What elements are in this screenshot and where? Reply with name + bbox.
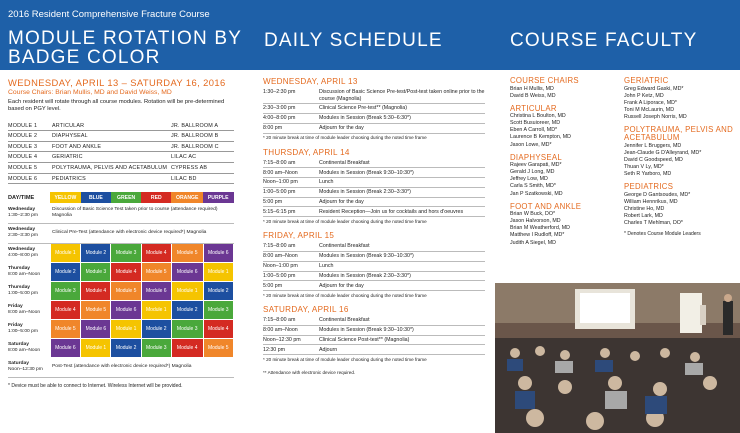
faculty-name: Brian W Buck, DO* [510, 211, 556, 218]
schedule-note: * 20 minute break at time of module leader choosing during the noted time frame [263, 356, 427, 362]
faculty-name: Russell Joseph Norris, MD [624, 113, 687, 120]
schedule-time: 7:15–8:00 am [263, 159, 296, 166]
schedule-event: Lunch [319, 179, 334, 186]
module-room: JR. BALLROOM A [171, 122, 219, 129]
module-row [8, 174, 234, 185]
row-description: Post-Test (attendance with electronic device required*) Magnolia [50, 357, 234, 377]
schedule-day-title: WEDNESDAY, APRIL 13 [263, 77, 358, 86]
module-name: GERIATRIC [52, 154, 83, 161]
schedule-time: 5:15–6:15 pm [263, 208, 296, 215]
faculty-name: Christina L Boulton, MD [510, 113, 566, 120]
module-cell: Module 1 [111, 319, 141, 338]
color-header: RED [141, 192, 171, 203]
faculty-name: Charles T Mehlman, DO* [624, 220, 683, 227]
color-header: GREEN [111, 192, 141, 203]
module-cell: Module 3 [81, 262, 111, 281]
schedule-event: Adjourn for the day [319, 124, 364, 131]
faculty-name: Seth R Yarboro, MD [624, 171, 672, 178]
schedule-footnote: ** Attendance with electronic device required. [263, 370, 356, 376]
faculty-name: Judith A Siegel, MD [510, 239, 556, 246]
schedule-row [263, 198, 485, 208]
module-cell: Module 3 [171, 319, 203, 338]
module-room: LILAC AC [171, 154, 197, 161]
conference-photo [495, 283, 740, 433]
module-name: ARTICULAR [52, 122, 85, 129]
faculty-name: Brian H Mullis, MD [510, 85, 554, 92]
module-cell: Module 3 [111, 243, 141, 262]
schedule-event: Adjourn for the day [319, 198, 364, 205]
faculty-name: Jennifer L Bruggers, MD [624, 142, 682, 149]
module-cell: Module 6 [171, 262, 203, 281]
faculty-name: Laurence B Kempton, MD [510, 134, 571, 141]
row-time: 1:00–5:00 pm [8, 328, 38, 334]
module-name: PEDIATRICS [52, 175, 86, 182]
schedule-event: Resident Reception—Join us for cocktails and hors d'oeuvres [319, 208, 464, 215]
module-cell: Module 4 [171, 338, 203, 357]
color-header: PURPLE [203, 192, 234, 203]
color-header: YELLOW [50, 192, 81, 203]
color-header: BLUE [81, 192, 111, 203]
row-day: Wednesday [8, 206, 36, 212]
schedule-event: Modules in Session (Break 9:30–10:30*) [319, 169, 414, 176]
schedule-column [263, 77, 485, 376]
module-cell: Module 5 [50, 319, 81, 338]
row-day: Wednesday [8, 246, 36, 252]
schedule-time: 2:30–3:00 pm [263, 105, 296, 112]
module-room: JR. BALLROOM C [171, 143, 219, 150]
module-cell: Module 1 [141, 300, 171, 319]
module-row [8, 121, 234, 132]
module-num: MODULE 5 [8, 164, 38, 171]
faculty-name: Thuan V Ly, MD* [624, 164, 664, 171]
rotation-dates: WEDNESDAY, APRIL 13 – SATURDAY 16, 2016 [8, 77, 226, 88]
table-row [8, 243, 234, 262]
schedule-row [263, 345, 485, 355]
module-cell: Module 4 [141, 243, 171, 262]
module-cell: Module 1 [81, 338, 111, 357]
rotation-column [8, 77, 234, 389]
schedule-time: 8:00 am–Noon [263, 327, 298, 334]
schedule-event: Continental Breakfast [319, 317, 370, 324]
schedule-row [263, 114, 485, 124]
faculty-name: Toni M McLaurin, MD [624, 106, 675, 113]
faculty-section-title: GERIATRIC [624, 76, 669, 85]
schedule-time: 8:00 pm [263, 124, 283, 131]
schedule-row [263, 159, 485, 169]
rotation-title: MODULE ROTATION BY BADGE COLOR [8, 28, 243, 68]
schedule-day-title: FRIDAY, APRIL 15 [263, 231, 335, 241]
table-row [8, 338, 234, 357]
faculty-section-title: FOOT AND ANKLE [510, 201, 582, 211]
faculty-name: David B Weiss, MD [510, 92, 556, 99]
module-cell: Module 5 [81, 300, 111, 319]
module-cell: Module 4 [203, 319, 234, 338]
row-day: Saturday [8, 360, 29, 366]
schedule-row [263, 104, 485, 114]
row-time: 4:00–8:00 pm [8, 252, 38, 258]
module-cell: Module 3 [141, 338, 171, 357]
schedule-time: 8:00 am–Noon [263, 169, 298, 176]
schedule-time: Noon–1:00 pm [263, 179, 298, 186]
course-supertitle: 2016 Resident Comprehensive Fracture Course [8, 9, 210, 20]
rotation-footnote: * Device must be able to connect to Internet. Wireless Internet will be provided. [8, 382, 183, 389]
faculty-name: Frank A Liporace, MD* [624, 99, 677, 106]
faculty-name: Matthew I Rudloff, MD* [510, 232, 565, 239]
schedule-time: 12:30 pm [263, 346, 286, 353]
schedule-time: 1:00–5:00 pm [263, 189, 296, 196]
schedule-day-title: SATURDAY, APRIL 16 [263, 305, 349, 315]
faculty-section-title: DIAPHYSEAL [510, 152, 562, 162]
module-cell: Module 1 [171, 281, 203, 300]
module-cell: Module 6 [141, 281, 171, 300]
module-cell: Module 2 [171, 300, 203, 319]
module-num: MODULE 6 [8, 175, 38, 182]
module-num: MODULE 1 [8, 122, 38, 129]
table-row [8, 357, 234, 377]
module-cell: Module 3 [203, 300, 234, 319]
faculty-name: Eben A Carroll, MD* [510, 127, 558, 134]
schedule-event: Adjourn for the day [319, 282, 364, 289]
faculty-name: Jan P Szatkowski, MD [510, 190, 563, 197]
row-day: Thursday [8, 284, 31, 290]
table-row [8, 223, 234, 243]
row-time: 8:00 am–Noon [8, 309, 41, 315]
row-description: Discussion of Basic Science Test taken prior to course (attendance required) Magnolia [50, 203, 234, 223]
faculty-footnote: * Denotes Course Module Leaders [624, 231, 701, 238]
schedule-row [263, 178, 485, 188]
faculty-name: Scott Busuioreer, MD [510, 120, 561, 127]
faculty-name: Carla S Smith, MD* [510, 183, 556, 190]
table-head: DAY/TIME [8, 192, 50, 203]
schedule-time: 1:30–2:30 pm [263, 89, 296, 96]
schedule-note: * 20 minute break at time of module leader choosing during the noted time frame [263, 218, 427, 224]
row-time: 1:00–5:00 pm [8, 290, 38, 296]
schedule-row [263, 336, 485, 346]
module-cell: Module 5 [111, 281, 141, 300]
schedule-event: Lunch [319, 262, 334, 269]
module-row [8, 142, 234, 153]
schedule-row [263, 88, 485, 104]
table-row [8, 262, 234, 281]
row-day: Friday [8, 322, 23, 328]
rotation-intro: Each resident will rotate through all course modules. Rotation will be pre-determined based on PGY level. [8, 99, 225, 113]
schedule-note: * 20 minute break at time of module leader choosing during the noted time frame [263, 292, 427, 298]
table-row [8, 319, 234, 338]
schedule-event: Continental Breakfast [319, 159, 370, 166]
module-row [8, 131, 234, 142]
schedule-event: Modules in Session (Break 9:30–10:30*) [319, 253, 414, 260]
schedule-row [263, 207, 485, 217]
module-room: CYPRESS AB [171, 164, 208, 171]
schedule-time: 5:00 pm [263, 198, 283, 205]
module-cell: Module 4 [111, 262, 141, 281]
module-cell: Module 6 [50, 338, 81, 357]
schedule-day-title: THURSDAY, APRIL 14 [263, 147, 350, 157]
schedule-event: Continental Breakfast [319, 243, 370, 250]
schedule-event: Clinical Science Post-test** (Magnolia) [319, 336, 410, 343]
faculty-section-title: POLYTRAUMA, PELVIS AND ACETABULUM [624, 124, 733, 143]
schedule-event: Adjourn [319, 346, 338, 353]
module-cell: Module 6 [111, 300, 141, 319]
schedule-row [263, 316, 485, 326]
rotation-table [8, 192, 234, 378]
schedule-row [263, 252, 485, 262]
row-day: Friday [8, 303, 23, 309]
module-room: LILAC BD [171, 175, 197, 182]
module-cell: Module 2 [203, 281, 234, 300]
module-row [8, 152, 234, 163]
schedule-row [263, 242, 485, 252]
faculty-right [624, 77, 738, 247]
faculty-name: Rajeev Garapati, MD* [510, 162, 562, 169]
faculty-name: Jason Halvorson, MD [510, 218, 561, 225]
schedule-event: Modules in Session (Break 2:30–3:30*) [319, 272, 411, 279]
faculty-name: William Hennrikus, MD [624, 199, 678, 206]
module-cell: Module 6 [203, 243, 234, 262]
faculty-section-title: ARTICULAR [510, 103, 557, 113]
schedule-event: Modules in Session (Break 5:30–6:30*) [319, 115, 411, 122]
schedule-time: 7:15–8:00 am [263, 317, 296, 324]
faculty-column [510, 77, 738, 247]
course-chairs: Course Chairs: Brian Mullis, MD and David Weiss, MD [8, 89, 172, 96]
schedule-row [263, 168, 485, 178]
schedule-time: Noon–1:00 pm [263, 262, 298, 269]
table-row [8, 281, 234, 300]
schedule-row [263, 188, 485, 198]
row-time: 8:00 am–Noon [8, 347, 41, 353]
schedule-event: Discussion of Basic Science Pre-test/Post-test taken online prior to the course (Magnolia) [319, 89, 485, 102]
schedule-event: Clinical Science Pre-test** (Magnolia) [319, 105, 408, 112]
faculty-name: Greg Edward Gaski, MD* [624, 85, 684, 92]
faculty-name: Jason Lowe, MD* [510, 141, 552, 148]
schedule-time: 4:00–8:00 pm [263, 115, 296, 122]
schedule-title: DAILY SCHEDULE [264, 30, 443, 51]
module-cell: Module 2 [81, 243, 111, 262]
table-row [8, 203, 234, 223]
module-row [8, 163, 234, 174]
module-name: FOOT AND ANKLE [52, 143, 102, 150]
module-cell: Module 4 [50, 300, 81, 319]
schedule-row [263, 124, 485, 134]
schedule-event: Modules in Session (Break 2:30–3:30*) [319, 189, 411, 196]
module-num: MODULE 2 [8, 133, 38, 140]
faculty-name: Christine Ho, MD [624, 206, 665, 213]
faculty-name: Brian M Weatherford, MD [510, 225, 570, 232]
row-time: Noon–12:30 pm [8, 366, 43, 372]
module-num: MODULE 4 [8, 154, 38, 161]
row-day: Thursday [8, 265, 31, 271]
faculty-name: John P Ketz, MD [624, 92, 664, 99]
faculty-name: Gerald J Long, MD [510, 169, 555, 176]
row-day: Saturday [8, 341, 29, 347]
faculty-title: COURSE FACULTY [510, 30, 698, 51]
schedule-row [263, 326, 485, 336]
row-time: 2:30–3:30 pm [8, 233, 38, 239]
module-room: JR. BALLROOM B [171, 133, 219, 140]
row-description: Clinical Pre-Test (attendance with electronic device required*) Magnolia [50, 223, 234, 243]
schedule-row [263, 262, 485, 272]
faculty-section-title: PEDIATRICS [624, 182, 674, 192]
faculty-left [510, 77, 624, 247]
module-cell: Module 5 [203, 338, 234, 357]
module-cell: Module 3 [50, 281, 81, 300]
schedule-event: Modules in Session (Break 9:30–10:30*) [319, 327, 414, 334]
schedule-time: 8:00 am–Noon [263, 253, 298, 260]
schedule-row [263, 272, 485, 282]
row-day: Wednesday [8, 227, 36, 233]
module-cell: Module 6 [81, 319, 111, 338]
schedule-time: Noon–12:30 pm [263, 336, 301, 343]
module-cell: Module 5 [171, 243, 203, 262]
header-banner [0, 0, 740, 70]
faculty-name: Robert Lark, MD [624, 213, 663, 220]
module-cell: Module 5 [141, 262, 171, 281]
row-time: 1:30–2:30 pm [8, 212, 38, 218]
module-name: DIAPHYSEAL [52, 133, 88, 140]
module-cell: Module 2 [50, 262, 81, 281]
module-cell: Module 4 [81, 281, 111, 300]
module-cell: Module 1 [50, 243, 81, 262]
module-cell: Module 2 [141, 319, 171, 338]
schedule-row [263, 281, 485, 291]
module-cell: Module 1 [203, 262, 234, 281]
module-num: MODULE 3 [8, 143, 38, 150]
schedule-time: 7:15–8:00 am [263, 243, 296, 250]
schedule-note: * 20 minute break at time of module leader choosing during the noted time frame [263, 135, 427, 141]
row-time: 8:00 am–Noon [8, 271, 41, 277]
module-cell: Module 2 [111, 338, 141, 357]
module-list [8, 121, 234, 185]
faculty-name: Jeffrey Low, MD [510, 176, 548, 183]
faculty-name: George D Gantsoudes, MD* [624, 191, 691, 198]
schedule-time: 1:00–5:00 pm [263, 272, 296, 279]
module-name: POLYTRAUMA, PELVIS AND ACETABULUM [52, 164, 168, 171]
table-row [8, 300, 234, 319]
faculty-section-title: COURSE CHAIRS [510, 76, 579, 85]
color-header: ORANGE [171, 192, 203, 203]
faculty-name: David C Goodspeed, MD [624, 157, 683, 164]
schedule-time: 5:00 pm [263, 282, 283, 289]
faculty-name: Jean-Claude G D'Alleyrand, MD* [624, 150, 702, 157]
